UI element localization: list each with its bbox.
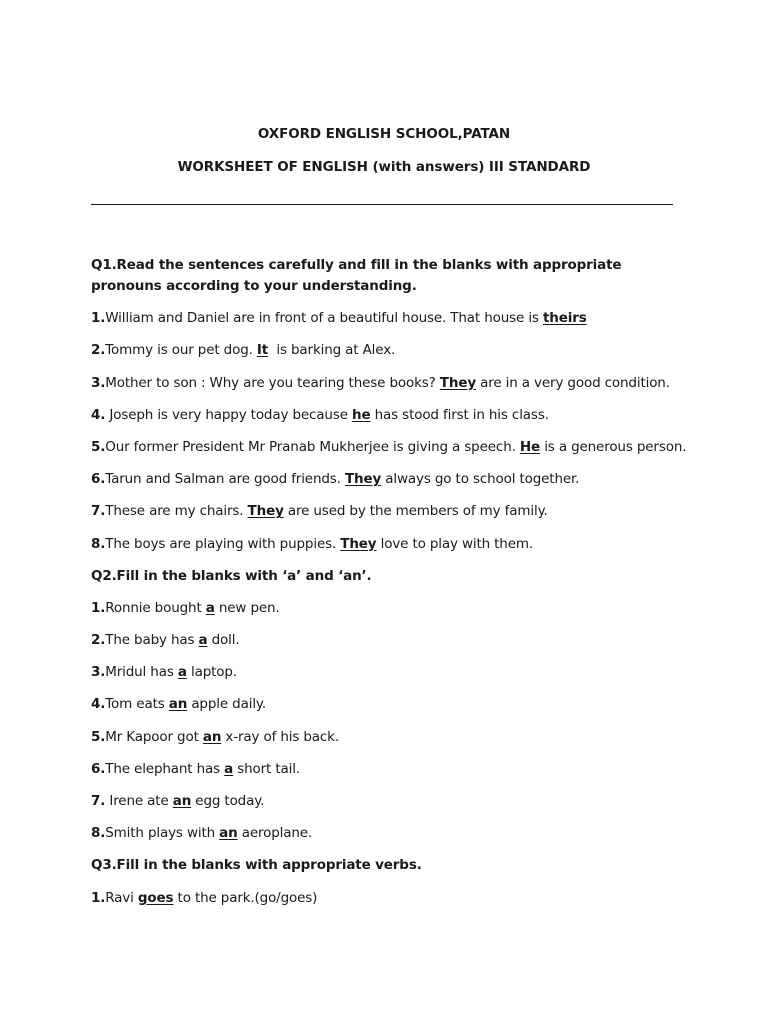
item-text-after: aeroplane.: [237, 825, 313, 842]
item-text: Our former President Mr Pranab Mukherjee is giving a speech.: [105, 438, 520, 455]
item-text: Tarun and Salman are good friends.: [105, 471, 345, 488]
item-text-after: love to play with them.: [376, 535, 534, 552]
q1-item-7: [91, 501, 681, 522]
item-answer: he: [352, 406, 371, 423]
item-answer: an: [168, 696, 188, 713]
item-text-after: to the park.(go/goes): [173, 889, 318, 906]
item-answer: They: [247, 503, 284, 520]
item-text-after: is a generous person.: [540, 438, 687, 455]
item-number: 7.: [91, 503, 106, 520]
item-answer: He: [519, 438, 541, 455]
item-text: These are my chairs.: [105, 503, 248, 520]
item-number: 1.: [91, 310, 106, 327]
item-number: 5.: [91, 728, 106, 745]
q1-item-8: [91, 534, 681, 555]
item-number: 2.: [91, 632, 106, 649]
item-number: 4.: [91, 406, 106, 423]
item-text-after: x-ray of his back.: [221, 728, 339, 745]
item-text-after: has stood first in his class.: [370, 406, 549, 423]
q3-heading: Q3.Fill in the blanks with appropriate verbs.: [91, 857, 422, 874]
item-text-after: are used by the members of my family.: [283, 503, 548, 520]
item-answer: It: [256, 342, 269, 359]
item-text-after: always go to school together.: [381, 471, 580, 488]
item-answer: a: [224, 760, 234, 777]
item-text: Joseph is very happy today because: [105, 406, 353, 423]
item-number: 4.: [91, 696, 106, 713]
q3-item-1: [91, 888, 681, 909]
item-text-after: short tail.: [233, 760, 300, 777]
q2-item-7: [91, 791, 681, 812]
item-number: 6.: [91, 760, 106, 777]
item-text: Mr Kapoor got: [105, 728, 203, 745]
item-answer: an: [172, 793, 192, 809]
item-text: Irene ate: [105, 793, 173, 809]
q1-item-5: [91, 437, 687, 458]
item-text: William and Daniel are in front of a beautiful house. That house is: [105, 310, 543, 327]
item-answer: They: [344, 471, 382, 488]
q1-item-6: [91, 469, 681, 490]
item-number: 5.: [91, 438, 106, 455]
item-text: Tom eats: [105, 696, 169, 713]
worksheet-subtitle: WORKSHEET OF ENGLISH (with answers) III STANDARD: [177, 159, 591, 175]
item-answer: theirs: [542, 310, 587, 327]
item-answer: They: [439, 374, 476, 391]
item-text: Tommy is our pet dog.: [105, 342, 257, 359]
q1-item-1: [91, 308, 681, 329]
q1-item-2: [91, 340, 681, 361]
item-text: Ronnie bought: [105, 599, 206, 616]
item-text: The elephant has: [105, 760, 225, 777]
q2-item-5: [91, 727, 681, 748]
q1-item-3: [91, 373, 681, 394]
item-text: The boys are playing with puppies.: [105, 535, 341, 552]
item-answer: a: [177, 664, 187, 681]
item-number: 1.: [91, 889, 106, 906]
item-text-after: are in a very good condition.: [475, 374, 670, 391]
item-text-after: apple daily.: [187, 696, 266, 713]
item-number: 8.: [91, 535, 106, 552]
item-answer: an: [202, 728, 222, 745]
item-text-after: laptop.: [186, 664, 237, 681]
q2-item-8: [91, 823, 681, 844]
item-number: 1.: [91, 599, 106, 616]
item-text: The baby has: [105, 632, 199, 649]
item-text: Mother to son : Why are you tearing these books?: [105, 374, 440, 391]
item-number: 8.: [91, 825, 106, 842]
q2-item-2: [91, 630, 681, 651]
item-number: 2.: [91, 342, 106, 359]
item-number: 3.: [91, 374, 106, 391]
q2-item-3: [91, 662, 681, 683]
worksheet-content: [91, 255, 687, 920]
item-answer: a: [205, 599, 215, 616]
item-text-after: is barking at Alex.: [268, 342, 396, 359]
item-text: Ravi: [105, 889, 138, 906]
item-text-after: egg today.: [191, 793, 265, 809]
q2-item-1: [91, 598, 681, 619]
item-text-after: doll.: [207, 632, 240, 649]
school-title: OXFORD ENGLISH SCHOOL,PATAN: [257, 126, 511, 142]
item-answer: an: [219, 825, 238, 842]
q2-item-4: [91, 694, 681, 715]
q1-item-4: [91, 405, 681, 426]
item-answer: goes: [137, 889, 174, 906]
item-text: Mridul has: [105, 664, 178, 681]
item-number: 3.: [91, 664, 106, 681]
q1-heading: Q1.Read the sentences carefully and fill in the blanks with appropriate pronouns according to your understanding.: [91, 257, 622, 294]
item-text-after: new pen.: [214, 599, 280, 616]
q2-heading: Q2.Fill in the blanks with ‘a’ and ‘an’.: [91, 567, 372, 584]
item-answer: a: [198, 632, 208, 649]
item-answer: They: [340, 535, 377, 552]
item-number: 6.: [91, 471, 106, 488]
item-number: 7.: [91, 793, 106, 809]
item-text: Smith plays with: [105, 825, 220, 842]
q2-item-6: [91, 759, 681, 780]
header-divider: [91, 204, 673, 205]
